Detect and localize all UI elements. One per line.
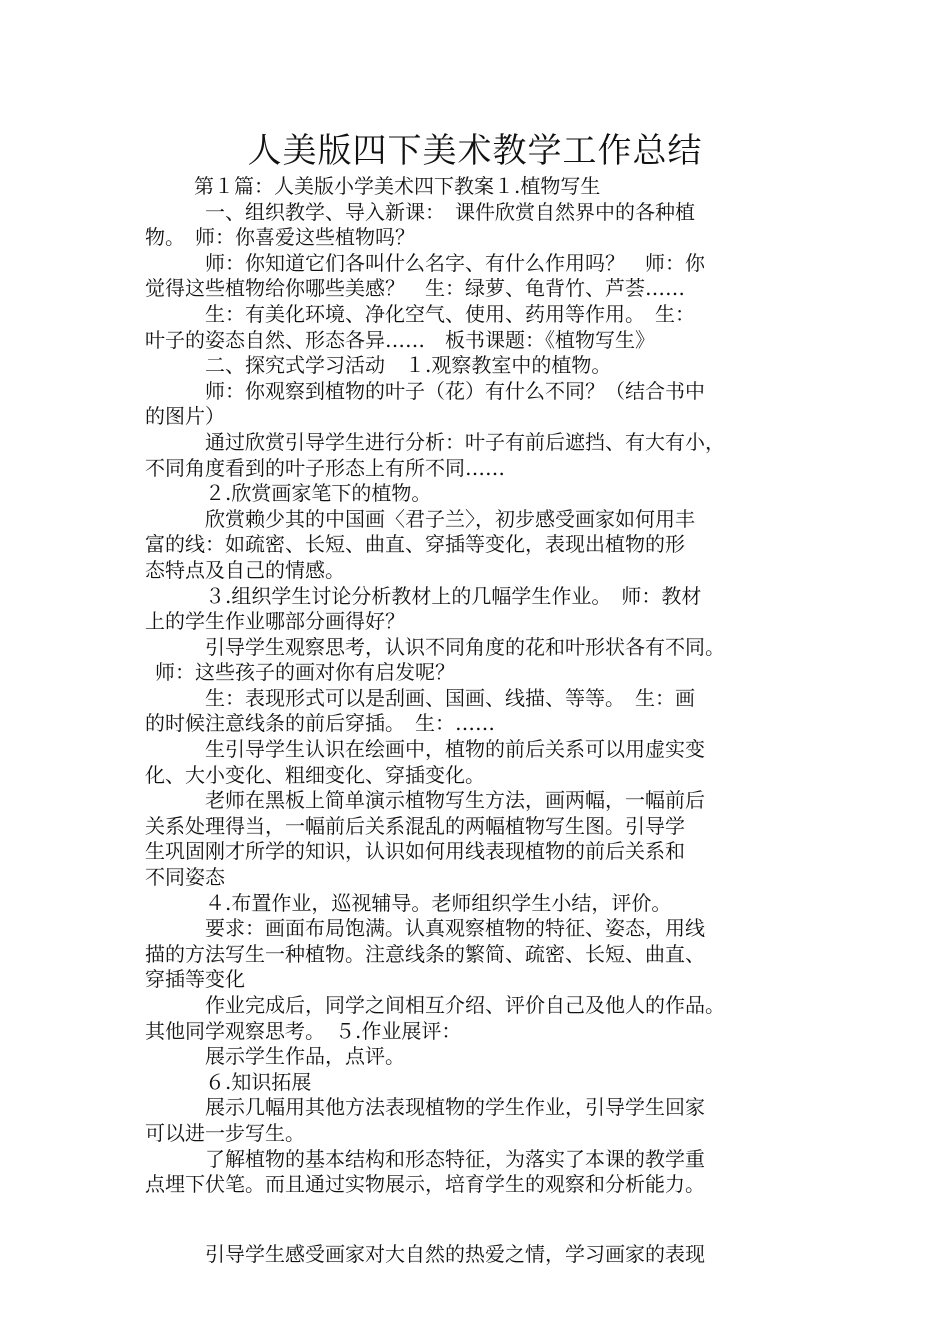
paragraph-line: 不同角度看到的叶子形态上有所不同…… xyxy=(145,455,505,480)
paragraph-line: 物。 师：你喜爱这些植物吗？ xyxy=(145,225,415,250)
paragraph-line: 通过欣赏引导学生进行分析：叶子有前后遮挡、有大有小， xyxy=(205,429,725,454)
paragraph-line: 可以进一步写生。 xyxy=(145,1120,305,1145)
paragraph-line: 富的线：如疏密、长短、曲直、穿插等变化，表现出植物的形 xyxy=(145,532,685,557)
paragraph-line: 的图片） xyxy=(145,404,225,429)
paragraph-line: 师：你知道它们各叫什么名字、有什么作用吗？ 师：你 xyxy=(205,250,705,275)
paragraph-line: 引导学生感受画家对大自然的热爱之情，学习画家的表现 xyxy=(205,1241,705,1266)
paragraph-line: 生巩固刚才所学的知识，认识如何用线表现植物的前后关系和 xyxy=(145,839,685,864)
paragraph-line: 点埋下伏笔。而且通过实物展示，培育学生的观察和分析能力。 xyxy=(145,1172,705,1197)
paragraph-line: 生：有美化环境、净化空气、使用、药用等作用。 生： xyxy=(205,301,695,326)
paragraph-line: 作业完成后，同学之间相互介绍、评价自己及他人的作品。 xyxy=(205,993,725,1017)
paragraph-line: 欣赏赖少其的中国画〈君子兰〉，初步感受画家如何用丰 xyxy=(205,506,695,531)
paragraph-line: 展示学生作品，点评。 xyxy=(205,1044,405,1069)
paragraph-line: 了解植物的基本结构和形态特征，为落实了本课的教学重 xyxy=(205,1146,705,1171)
paragraph-line: ４.布置作业，巡视辅导。老师组织学生小结，评价。 xyxy=(205,890,672,915)
paragraph-line: 师：这些孩子的画对你有启发呢？ xyxy=(155,660,455,685)
paragraph-line: 上的学生作业哪部分画得好？ xyxy=(145,609,405,634)
paragraph-line: 第１篇：人美版小学美术四下教案１.植物写生 xyxy=(194,174,601,198)
paragraph-line: 其他同学观察思考。 ５.作业展评： xyxy=(145,1018,462,1043)
paragraph-line: 老师在黑板上简单演示植物写生方法，画两幅，一幅前后 xyxy=(205,788,705,813)
paragraph-line: 的时候注意线条的前后穿插。 生：…… xyxy=(145,711,495,736)
paragraph-line: 叶子的姿态自然、形态各异…… 板书课题：《植物写生》 xyxy=(145,327,655,352)
paragraph-line: 要求：画面布局饱满。认真观察植物的特征、姿态，用线 xyxy=(205,916,705,941)
paragraph-line: 觉得这些植物给你哪些美感？ 生：绿萝、龟背竹、芦荟…… xyxy=(145,276,685,301)
paragraph-line: 不同姿态 xyxy=(145,865,225,890)
paragraph-line: 展示几幅用其他方法表现植物的学生作业，引导学生回家 xyxy=(205,1095,705,1120)
paragraph-line: ６.知识拓展 xyxy=(205,1069,312,1094)
paragraph-line: 师：你观察到植物的叶子（花）有什么不同？（结合书中 xyxy=(205,378,705,403)
paragraph-line: 生引导学生认识在绘画中，植物的前后关系可以用虚实变 xyxy=(205,737,705,762)
paragraph-line: 态特点及自己的情感。 xyxy=(145,557,345,582)
paragraph-line: 描的方法写生一种植物。注意线条的繁简、疏密、长短、曲直、 xyxy=(145,941,705,966)
document-body xyxy=(145,174,811,1267)
paragraph-line: 穿插等变化 xyxy=(145,967,245,992)
paragraph-line: 一、组织教学、导入新课： 课件欣赏自然界中的各种植 xyxy=(205,199,695,224)
paragraph-line: 生：表现形式可以是刮画、国画、线描、等等。 生：画 xyxy=(205,685,695,710)
paragraph-gap xyxy=(145,1198,811,1242)
paragraph-line: 关系处理得当，一幅前后关系混乱的两幅植物写生图。引导学 xyxy=(145,813,685,838)
paragraph-line: ３.组织学生讨论分析教材上的几幅学生作业。 师：教材 xyxy=(205,583,702,608)
paragraph-line: 引导学生观察思考，认识不同角度的花和叶形状各有不同。 xyxy=(205,634,725,659)
paragraph-line: ２.欣赏画家笔下的植物。 xyxy=(205,481,432,506)
paragraph-line: 二、探究式学习活动 １.观察教室中的植物。 xyxy=(205,353,612,378)
paragraph-line: 化、大小变化、粗细变化、穿插变化。 xyxy=(145,762,485,787)
document-title: 人美版四下美术教学工作总结 xyxy=(247,131,703,171)
